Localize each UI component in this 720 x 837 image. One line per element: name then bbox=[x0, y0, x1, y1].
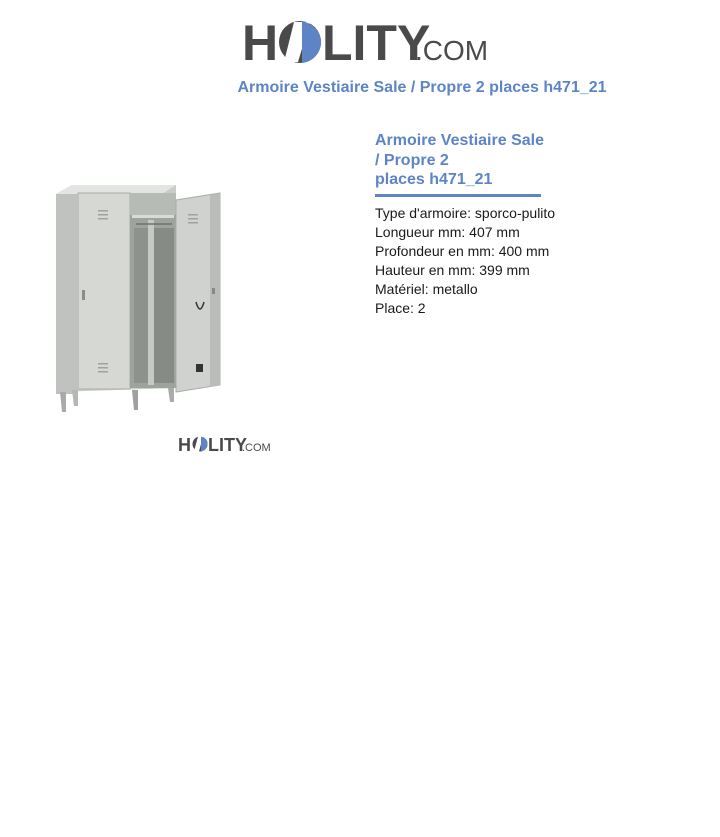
spec-item: Place: 2 bbox=[375, 300, 426, 316]
small-logo-wordmark: LITY bbox=[208, 435, 247, 455]
small-logo-o-icon bbox=[193, 437, 208, 452]
product-title bbox=[375, 131, 555, 190]
product-specs-list bbox=[375, 204, 555, 318]
locker-cabinet-image bbox=[48, 180, 228, 420]
small-logo-letter-h: H bbox=[178, 435, 191, 455]
logo-letter-h: H bbox=[242, 15, 279, 70]
logo-suffix: .COM bbox=[415, 35, 489, 66]
product-title-line: Armoire Vestiaire Sale bbox=[375, 132, 544, 149]
spec-item: Profondeur en mm: 400 mm bbox=[375, 243, 550, 259]
spec-item: Longueur mm: 407 mm bbox=[375, 224, 520, 240]
spec-item: Type d'armoire: sporco-pulito bbox=[375, 205, 556, 221]
brand-logo-small bbox=[178, 430, 278, 456]
title-underline bbox=[375, 194, 541, 197]
page-title: Armoire Vestiaire Sale / Propre 2 places h471_21 bbox=[237, 79, 607, 96]
product-title-line: / Propre 2 bbox=[375, 151, 449, 169]
small-logo-suffix: .COM bbox=[242, 442, 271, 454]
logo-o-icon bbox=[279, 21, 321, 63]
spec-item: Hauteur en mm: 399 mm bbox=[375, 262, 530, 278]
logo-wordmark: LITY bbox=[322, 15, 431, 70]
product-title-line: places h471_21 bbox=[375, 171, 493, 188]
product-image bbox=[48, 180, 228, 420]
spec-item: Matériel: metallo bbox=[375, 281, 478, 297]
brand-logo[interactable] bbox=[240, 8, 490, 70]
